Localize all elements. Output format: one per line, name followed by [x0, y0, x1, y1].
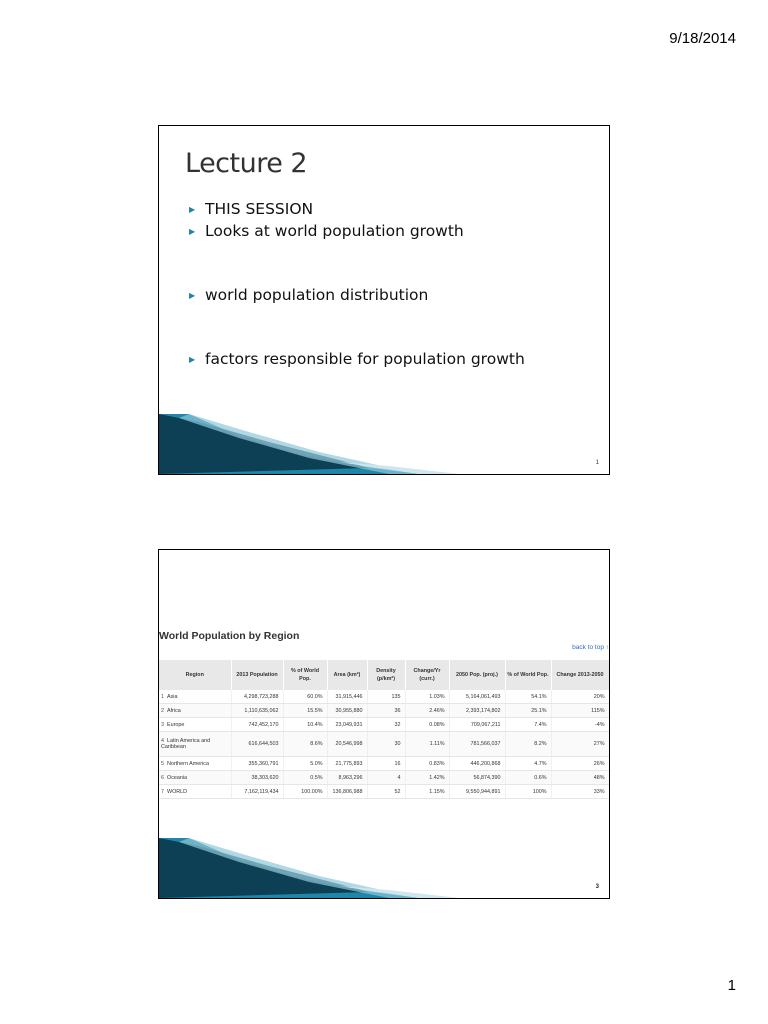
table-cell: 56,874,390	[449, 771, 505, 785]
table-cell: 1.03%	[405, 690, 449, 704]
table-cell: 21,775,893	[327, 757, 367, 771]
table-cell: 33%	[551, 785, 609, 799]
page-number: 1	[727, 977, 736, 994]
region-name: WORLD	[167, 788, 188, 795]
region-cell	[159, 771, 231, 785]
table-row	[159, 771, 609, 785]
table-cell: -4%	[551, 718, 609, 732]
table-cell: 5.0%	[283, 757, 327, 771]
table-cell: 2,393,174,802	[449, 704, 505, 718]
table-row	[159, 690, 609, 704]
table-row	[159, 757, 609, 771]
table-cell: 4.7%	[505, 757, 551, 771]
region-name: Oceania	[167, 774, 188, 781]
table-cell: 8,963,296	[327, 771, 367, 785]
column-header: % of World Pop.	[505, 660, 551, 690]
table-cell: 54.1%	[505, 690, 551, 704]
region-cell	[159, 757, 231, 771]
bullet-arrow-icon: ▶	[189, 290, 196, 300]
region-cell	[159, 785, 231, 799]
column-header: 2013 Population	[231, 660, 283, 690]
table-cell: 4	[367, 771, 405, 785]
bullet-item	[189, 286, 428, 304]
table-row	[159, 785, 609, 799]
column-header: % of World Pop.	[283, 660, 327, 690]
slide-number: 3	[595, 884, 599, 890]
table-cell: 20,546,998	[327, 732, 367, 757]
bullet-text: Looks at world population growth	[205, 222, 464, 240]
table-cell: 10.4%	[283, 718, 327, 732]
table-cell: 0.6%	[505, 771, 551, 785]
table-cell: 8.2%	[505, 732, 551, 757]
table-cell: 1.15%	[405, 785, 449, 799]
column-header: Change 2013-2050	[551, 660, 609, 690]
table-cell: 36	[367, 704, 405, 718]
table-cell: 709,067,211	[449, 718, 505, 732]
bullet-item	[189, 350, 525, 368]
table-row	[159, 732, 609, 757]
table-cell: 446,200,868	[449, 757, 505, 771]
column-header: Area (km²)	[327, 660, 367, 690]
table-cell: 1.42%	[405, 771, 449, 785]
column-header: Density (p/km²)	[367, 660, 405, 690]
slide-number: 1	[595, 460, 599, 466]
table-cell: 2.46%	[405, 704, 449, 718]
column-header: Change/Yr (curr.)	[405, 660, 449, 690]
slide-3	[158, 549, 610, 899]
table-row	[159, 704, 609, 718]
table-cell: 781,566,037	[449, 732, 505, 757]
table-body	[159, 690, 609, 799]
table-cell: 135	[367, 690, 405, 704]
table-cell: 32	[367, 718, 405, 732]
row-index: 7	[161, 788, 164, 795]
table-cell: 16	[367, 757, 405, 771]
table-cell: 0.08%	[405, 718, 449, 732]
row-index: 2	[161, 707, 164, 714]
bullet-arrow-icon: ▶	[189, 354, 196, 364]
row-index: 3	[161, 721, 164, 728]
table-cell: 5,164,061,493	[449, 690, 505, 704]
bullet-item	[189, 200, 313, 218]
region-cell	[159, 718, 231, 732]
population-table	[159, 660, 610, 799]
table-cell: 60.0%	[283, 690, 327, 704]
bullet-arrow-icon: ▶	[189, 226, 196, 236]
table-cell: 15.5%	[283, 704, 327, 718]
table-cell: 136,806,988	[327, 785, 367, 799]
region-name: Asia	[167, 693, 178, 700]
table-cell: 27%	[551, 732, 609, 757]
table-cell: 38,303,620	[231, 771, 283, 785]
row-index: 4	[161, 738, 164, 744]
table-cell: 9,550,944,891	[449, 785, 505, 799]
table-cell: 4,298,723,288	[231, 690, 283, 704]
table-cell: 100.00%	[283, 785, 327, 799]
region-name: Africa	[167, 707, 181, 714]
table-cell: 355,360,791	[231, 757, 283, 771]
region-name: Northern America	[167, 760, 209, 767]
table-cell: 25.1%	[505, 704, 551, 718]
table-cell: 0.83%	[405, 757, 449, 771]
bullet-text: THIS SESSION	[205, 200, 314, 218]
table-cell: 26%	[551, 757, 609, 771]
bullet-text: factors responsible for population growth	[205, 350, 525, 368]
slide-1	[158, 125, 610, 475]
region-name: Latin America and Caribbean	[161, 738, 211, 750]
table-cell: 7,162,119,434	[231, 785, 283, 799]
region-cell	[159, 704, 231, 718]
page-date: 9/18/2014	[669, 30, 736, 47]
table-title: World Population by Region	[159, 630, 300, 642]
table-header-row	[159, 660, 609, 690]
row-index: 1	[161, 693, 164, 700]
row-index: 6	[161, 774, 164, 781]
table-row	[159, 718, 609, 732]
table-cell: 20%	[551, 690, 609, 704]
row-index: 5	[161, 760, 164, 767]
slide-title: Lecture 2	[185, 148, 308, 179]
table-cell: 31,915,446	[327, 690, 367, 704]
bullet-arrow-icon: ▶	[189, 204, 196, 214]
decorative-swoosh	[159, 838, 609, 898]
region-cell	[159, 732, 231, 757]
table-cell: 30	[367, 732, 405, 757]
table-cell: 1,110,635,062	[231, 704, 283, 718]
table-cell: 0.5%	[283, 771, 327, 785]
table-cell: 100%	[505, 785, 551, 799]
table-cell: 115%	[551, 704, 609, 718]
table-cell: 616,644,503	[231, 732, 283, 757]
region-cell	[159, 690, 231, 704]
table-cell: 48%	[551, 771, 609, 785]
table-cell: 8.6%	[283, 732, 327, 757]
bullet-text: world population distribution	[205, 286, 429, 304]
back-to-top-link[interactable]: back to top ↑	[572, 644, 609, 651]
table-cell: 23,049,931	[327, 718, 367, 732]
region-name: Europe	[167, 721, 185, 728]
table-cell: 52	[367, 785, 405, 799]
table-cell: 7.4%	[505, 718, 551, 732]
column-header: 2050 Pop. (proj.)	[449, 660, 505, 690]
table-cell: 30,955,880	[327, 704, 367, 718]
column-header: Region	[159, 660, 231, 690]
table-cell: 1.11%	[405, 732, 449, 757]
bullet-item	[189, 222, 464, 240]
table-cell: 742,452,170	[231, 718, 283, 732]
decorative-swoosh	[159, 414, 609, 474]
